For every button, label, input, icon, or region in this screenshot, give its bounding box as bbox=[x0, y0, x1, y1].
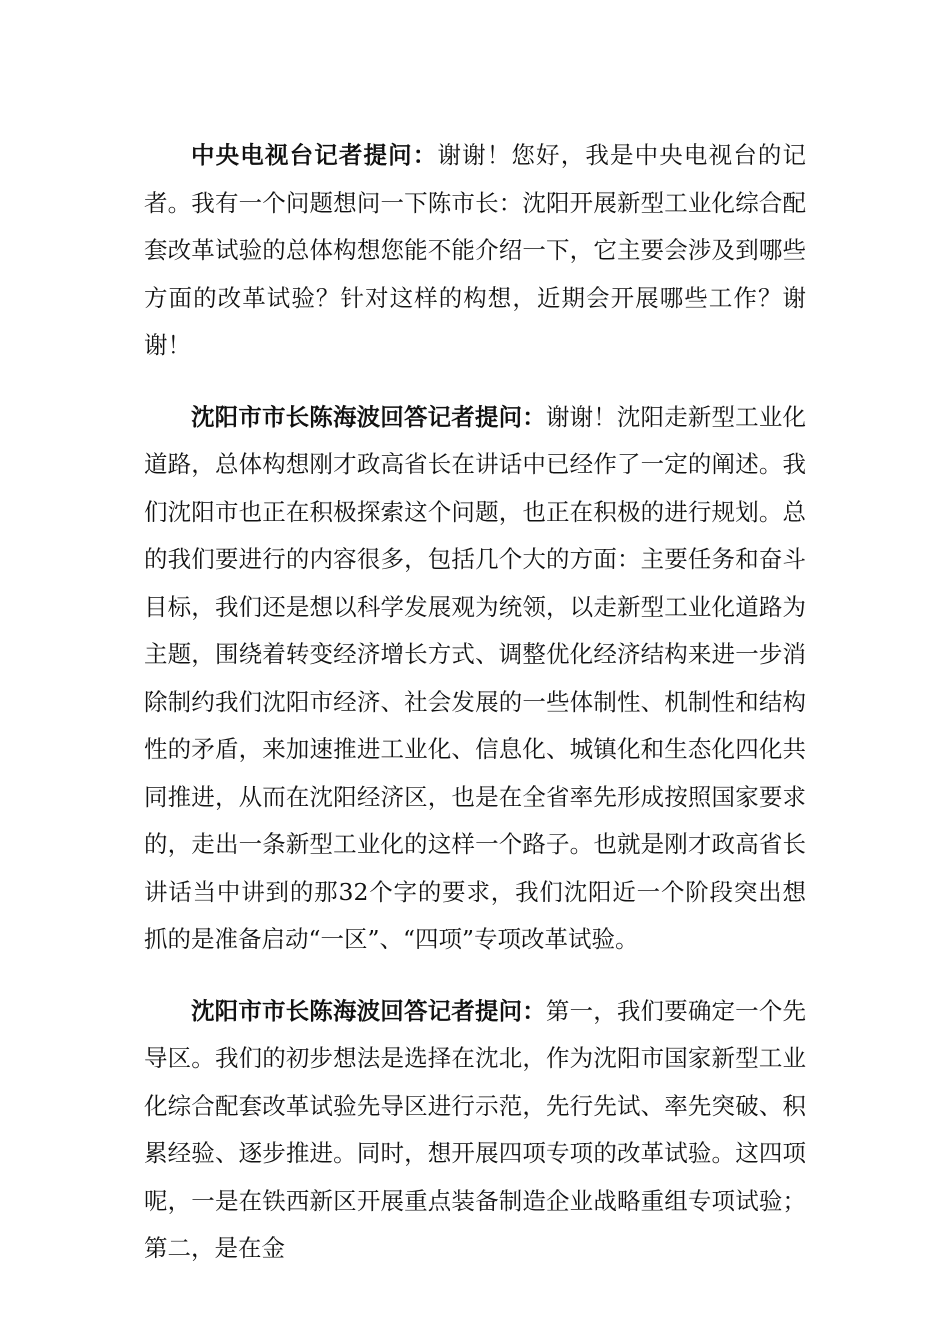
paragraph-mayor-answer-2 bbox=[144, 988, 806, 1273]
paragraph-cctv-question bbox=[144, 132, 806, 370]
document-body bbox=[144, 132, 806, 1297]
paragraph-text: 谢谢！您好，我是中央电视台的记者。我有一个问题想问一下陈市长：沈阳开展新型工业化综合配套改革试验的总体构想您能不能介绍一下，它主要会涉及到哪些方面的改革试验？针对这样的构想，近期会开展哪些工作？谢谢！ bbox=[144, 141, 807, 359]
speaker-label: 沈阳市市长陈海波回答记者提问： bbox=[191, 996, 546, 1025]
paragraph-mayor-answer-1 bbox=[144, 394, 806, 964]
speaker-label: 沈阳市市长陈海波回答记者提问： bbox=[191, 402, 546, 431]
paragraph-text: 第一，我们要确定一个先导区。我们的初步想法是选择在沈北，作为沈阳市国家新型工业化综合配套改革试验先导区进行示范，先行先试、率先突破、积累经验、逐步推进。同时，想开展四项专项的改革试验。这四项呢，一是在铁西新区开展重点装备制造企业战略重组专项试验；第二，是在金 bbox=[144, 996, 807, 1262]
speaker-label: 中央电视台记者提问： bbox=[191, 141, 438, 169]
paragraph-text: 谢谢！沈阳走新型工业化道路，总体构想刚才政高省长在讲话中已经作了一定的阐述。我们沈阳市也正在积极探索这个问题，也正在积极的进行规划。总的我们要进行的内容很多，包括几个大的方面：主要任务和奋斗目标，我们还是想以科学发展观为统领，以走新型工业化道路为主题，围绕着转变经济增长方式、调整优化经济结构来进一步消除制约我们沈阳市经济、社会发展的一些体制性、机制性和结构性的矛盾，来加速推进工业化、信息化、城镇化和生态化四化共同推进，从而在沈阳经济区，也是在全省率先形成按照国家要求的，走出一条新型工业化的这样一个路子。也就是刚才政高省长讲话当中讲到的那32个字的要求，我们沈阳近一个阶段突出想抓的是准备启动“一区”、“四项”专项改革试验。 bbox=[144, 402, 807, 953]
